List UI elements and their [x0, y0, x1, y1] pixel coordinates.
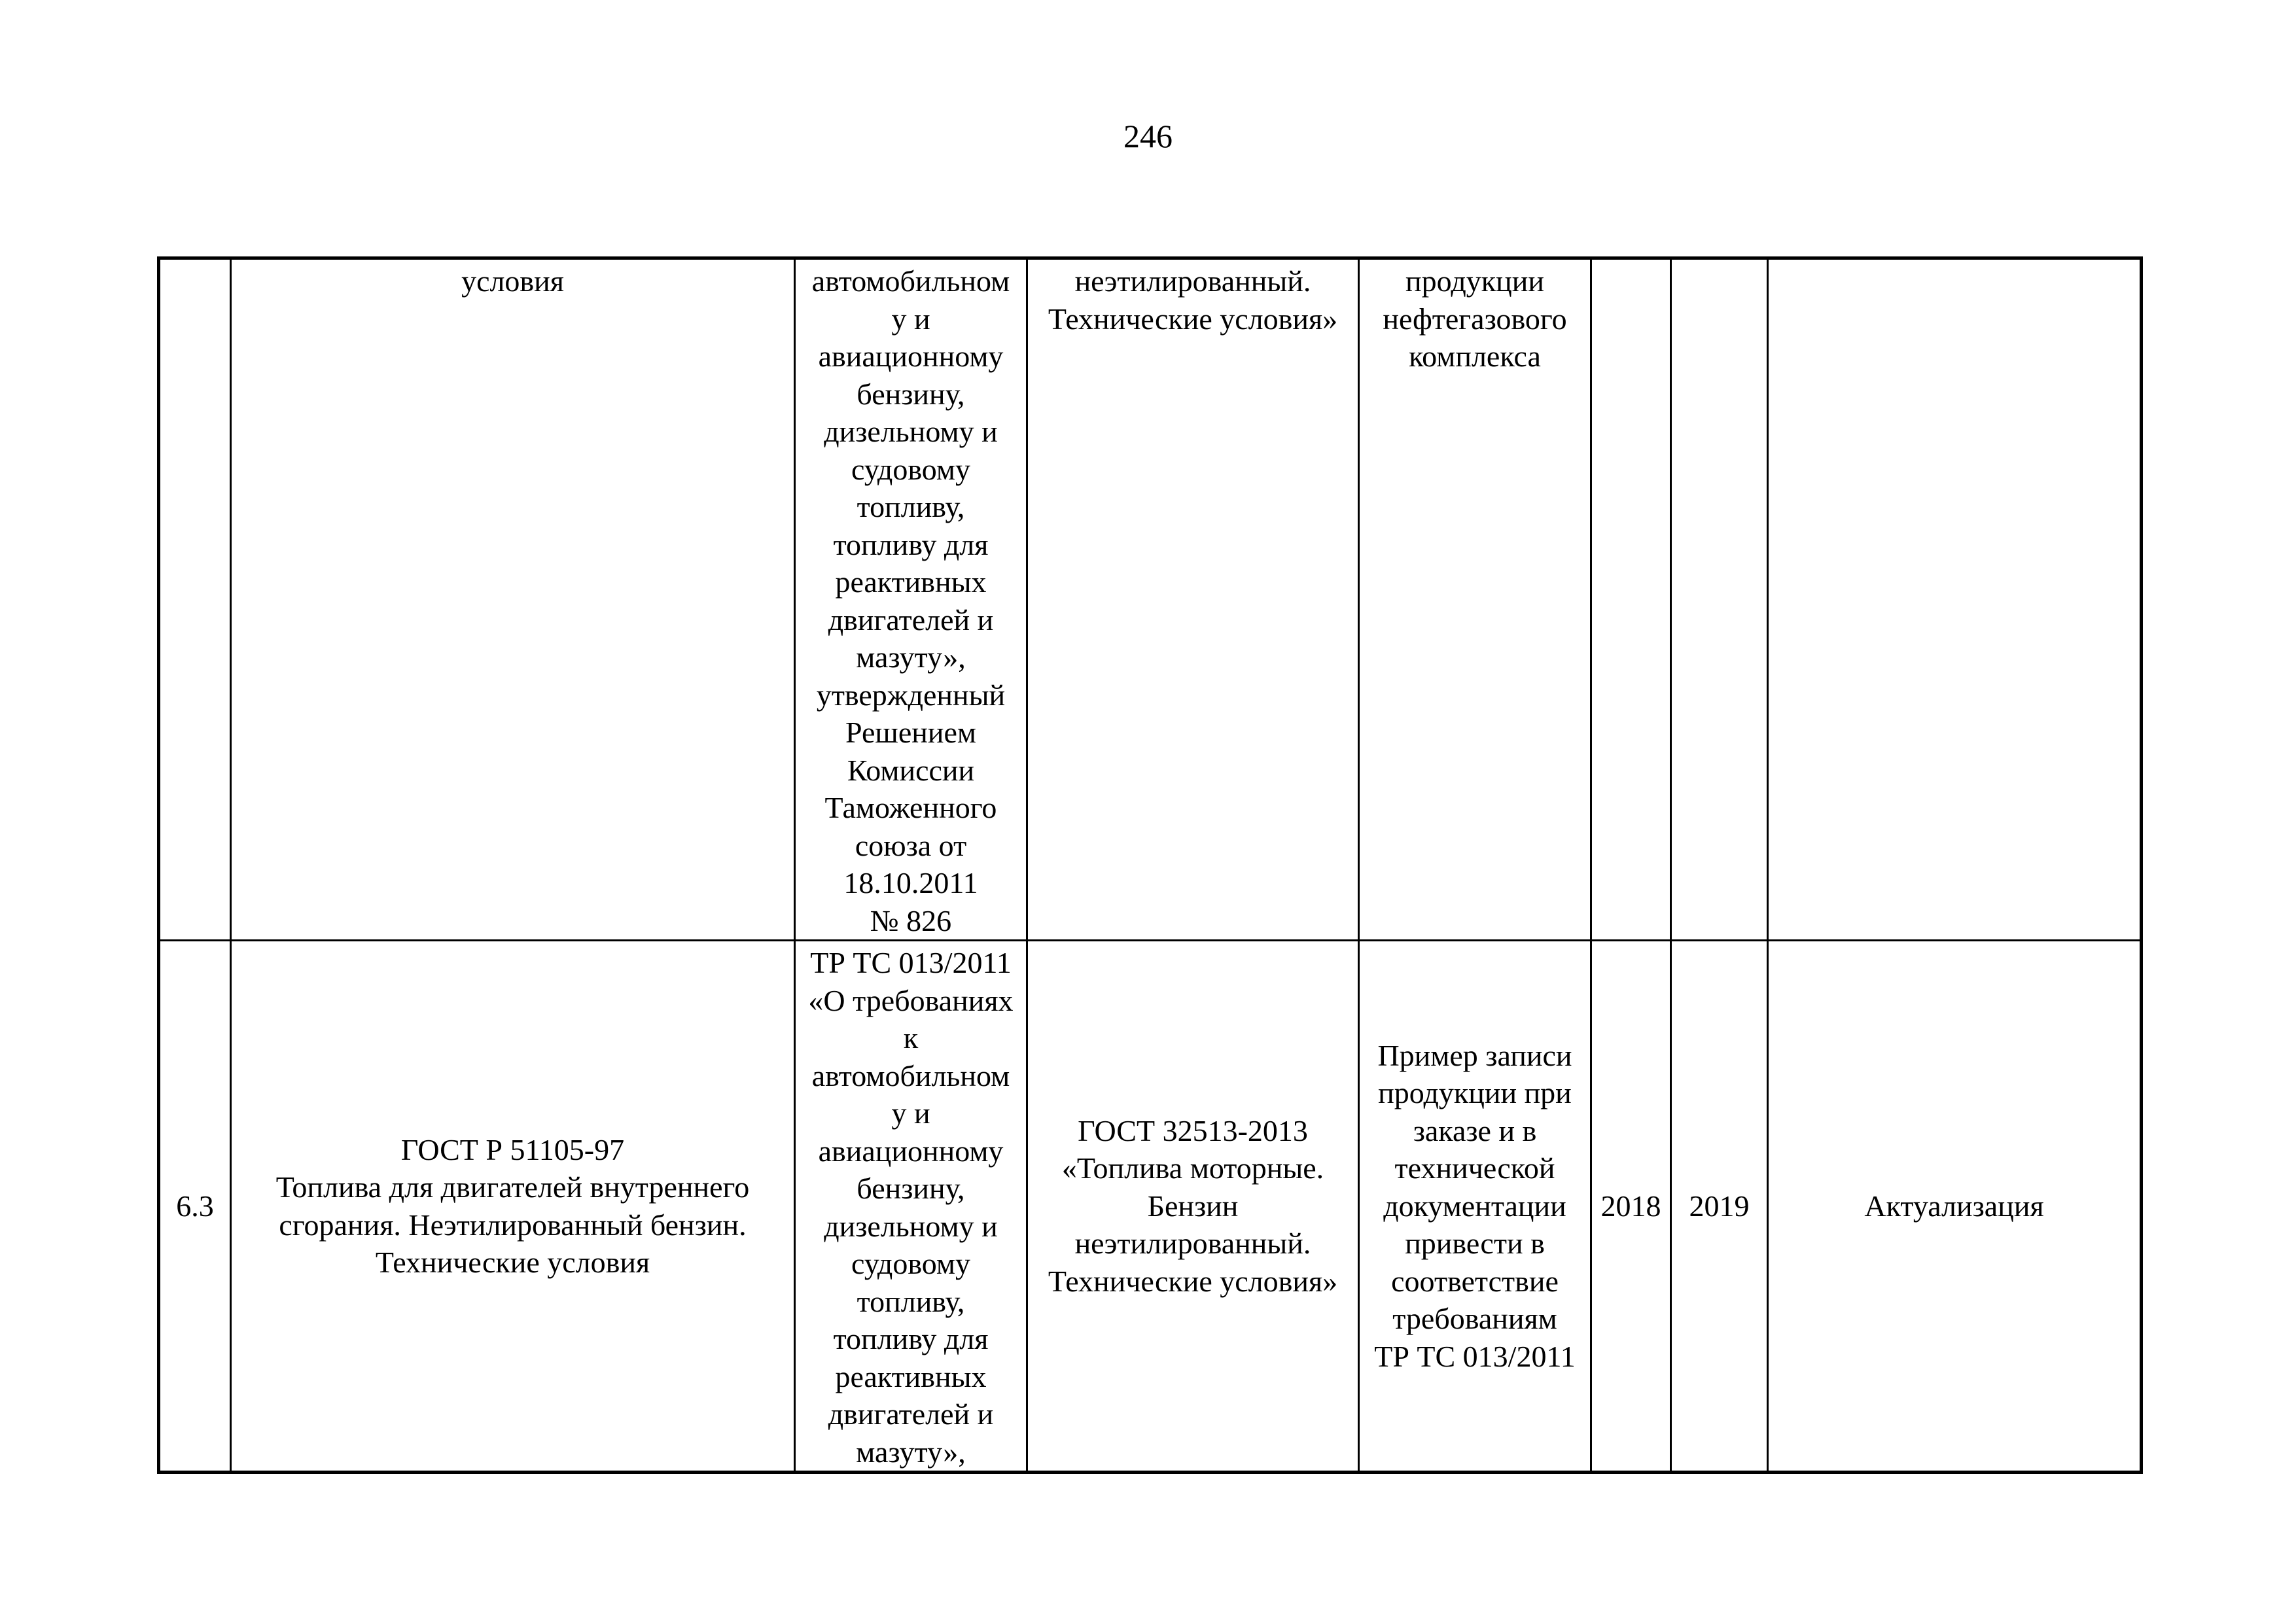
cell-action [1768, 258, 2142, 941]
text-line: нефтегазового [1383, 302, 1567, 336]
text-line: комплекса [1409, 340, 1541, 373]
text-line: дизельному и [824, 415, 998, 448]
text-line: № 826 [870, 903, 952, 937]
table-row [159, 258, 2142, 941]
text-line: условия [461, 264, 564, 298]
text-line: привести в [1405, 1227, 1545, 1261]
text-line: реактивных [835, 1359, 987, 1393]
text-line: бензину, [857, 1172, 965, 1205]
text-line: Технические условия [375, 1246, 650, 1279]
text-line: судовому [851, 452, 970, 486]
cell-tech-regulation [795, 258, 1027, 941]
cell-year-start [1591, 258, 1671, 941]
text-line: сгорания. Неэтилированный бензин. [279, 1208, 747, 1242]
text-line: топливу, [857, 490, 965, 523]
standards-table [157, 256, 2143, 1474]
text-line: ГОСТ 32513-2013 [1078, 1113, 1308, 1147]
cell-note [1359, 258, 1591, 941]
cell-tech-regulation [795, 941, 1027, 1473]
text-line: технической [1394, 1151, 1555, 1185]
text-line: неэтилированный. [1074, 1227, 1311, 1261]
cell-number [159, 258, 231, 941]
text-line: Пример записи [1377, 1038, 1572, 1072]
text-line: «Топлива моторные. [1061, 1151, 1324, 1185]
text-line: Топлива для двигателей внутреннего [275, 1170, 750, 1204]
text-line: продукции [1405, 264, 1544, 298]
text-line: двигателей и [828, 1397, 994, 1431]
text-line: у и [891, 1096, 930, 1130]
text-line: топливу для [833, 527, 989, 561]
text-line: реактивных [835, 565, 987, 599]
text-line: дизельному и [824, 1209, 998, 1243]
cell-note [1359, 941, 1591, 1473]
text-line: судовому [851, 1247, 970, 1280]
text-line: ТР ТС 013/2011 [1374, 1339, 1576, 1373]
text-line: продукции при [1378, 1076, 1572, 1110]
text-line: Бензин [1147, 1189, 1239, 1223]
text-line: ГОСТ Р 51105-97 [400, 1132, 625, 1166]
text-line: Решением [845, 716, 976, 749]
text-line: бензину, [857, 377, 965, 411]
cell-number: 6.3 [159, 941, 231, 1473]
text-line: требованиям [1392, 1302, 1557, 1336]
text-line: 18.10.2011 [843, 866, 978, 899]
text-line: утвержденный [816, 678, 1006, 712]
cell-year-end: 2019 [1671, 941, 1768, 1473]
text-line: у и [891, 302, 930, 336]
text-line: топливу для [833, 1322, 989, 1355]
text-line: топливу, [857, 1284, 965, 1318]
text-line: к [903, 1021, 919, 1055]
cell-standard [231, 941, 795, 1473]
cell-standard [231, 258, 795, 941]
text-line: двигателей и [828, 602, 994, 637]
text-line: мазуту», [856, 640, 966, 674]
text-line: «О требованиях [808, 983, 1014, 1017]
text-line: авиационному [818, 1134, 1004, 1168]
text-line: ТР ТС 013/2011 [810, 946, 1012, 979]
text-line: авиационному [818, 340, 1004, 373]
text-line: Технические условия» [1048, 1264, 1338, 1298]
text-line: Таможенного [824, 791, 997, 824]
text-line: неэтилированный. [1074, 264, 1311, 298]
text-line: автомобильном [811, 1058, 1010, 1092]
text-line: заказе и в [1413, 1113, 1537, 1147]
cell-interstate-standard [1027, 941, 1359, 1473]
table-body [159, 258, 2142, 1473]
table-row [159, 941, 2142, 1473]
text-line: документации [1383, 1189, 1566, 1223]
cell-year-start: 2018 [1591, 941, 1671, 1473]
cell-year-end [1671, 258, 1768, 941]
text-line: соответствие [1391, 1264, 1559, 1298]
cell-action: Актуализация [1768, 941, 2142, 1473]
text-line: союза от [855, 828, 967, 862]
text-line: Комиссии [847, 753, 975, 787]
text-line: мазуту», [856, 1435, 966, 1469]
cell-interstate-standard [1027, 258, 1359, 941]
text-line: автомобильном [811, 264, 1010, 298]
text-line: Технические условия» [1048, 302, 1338, 336]
page-number: 246 [1123, 118, 1173, 154]
